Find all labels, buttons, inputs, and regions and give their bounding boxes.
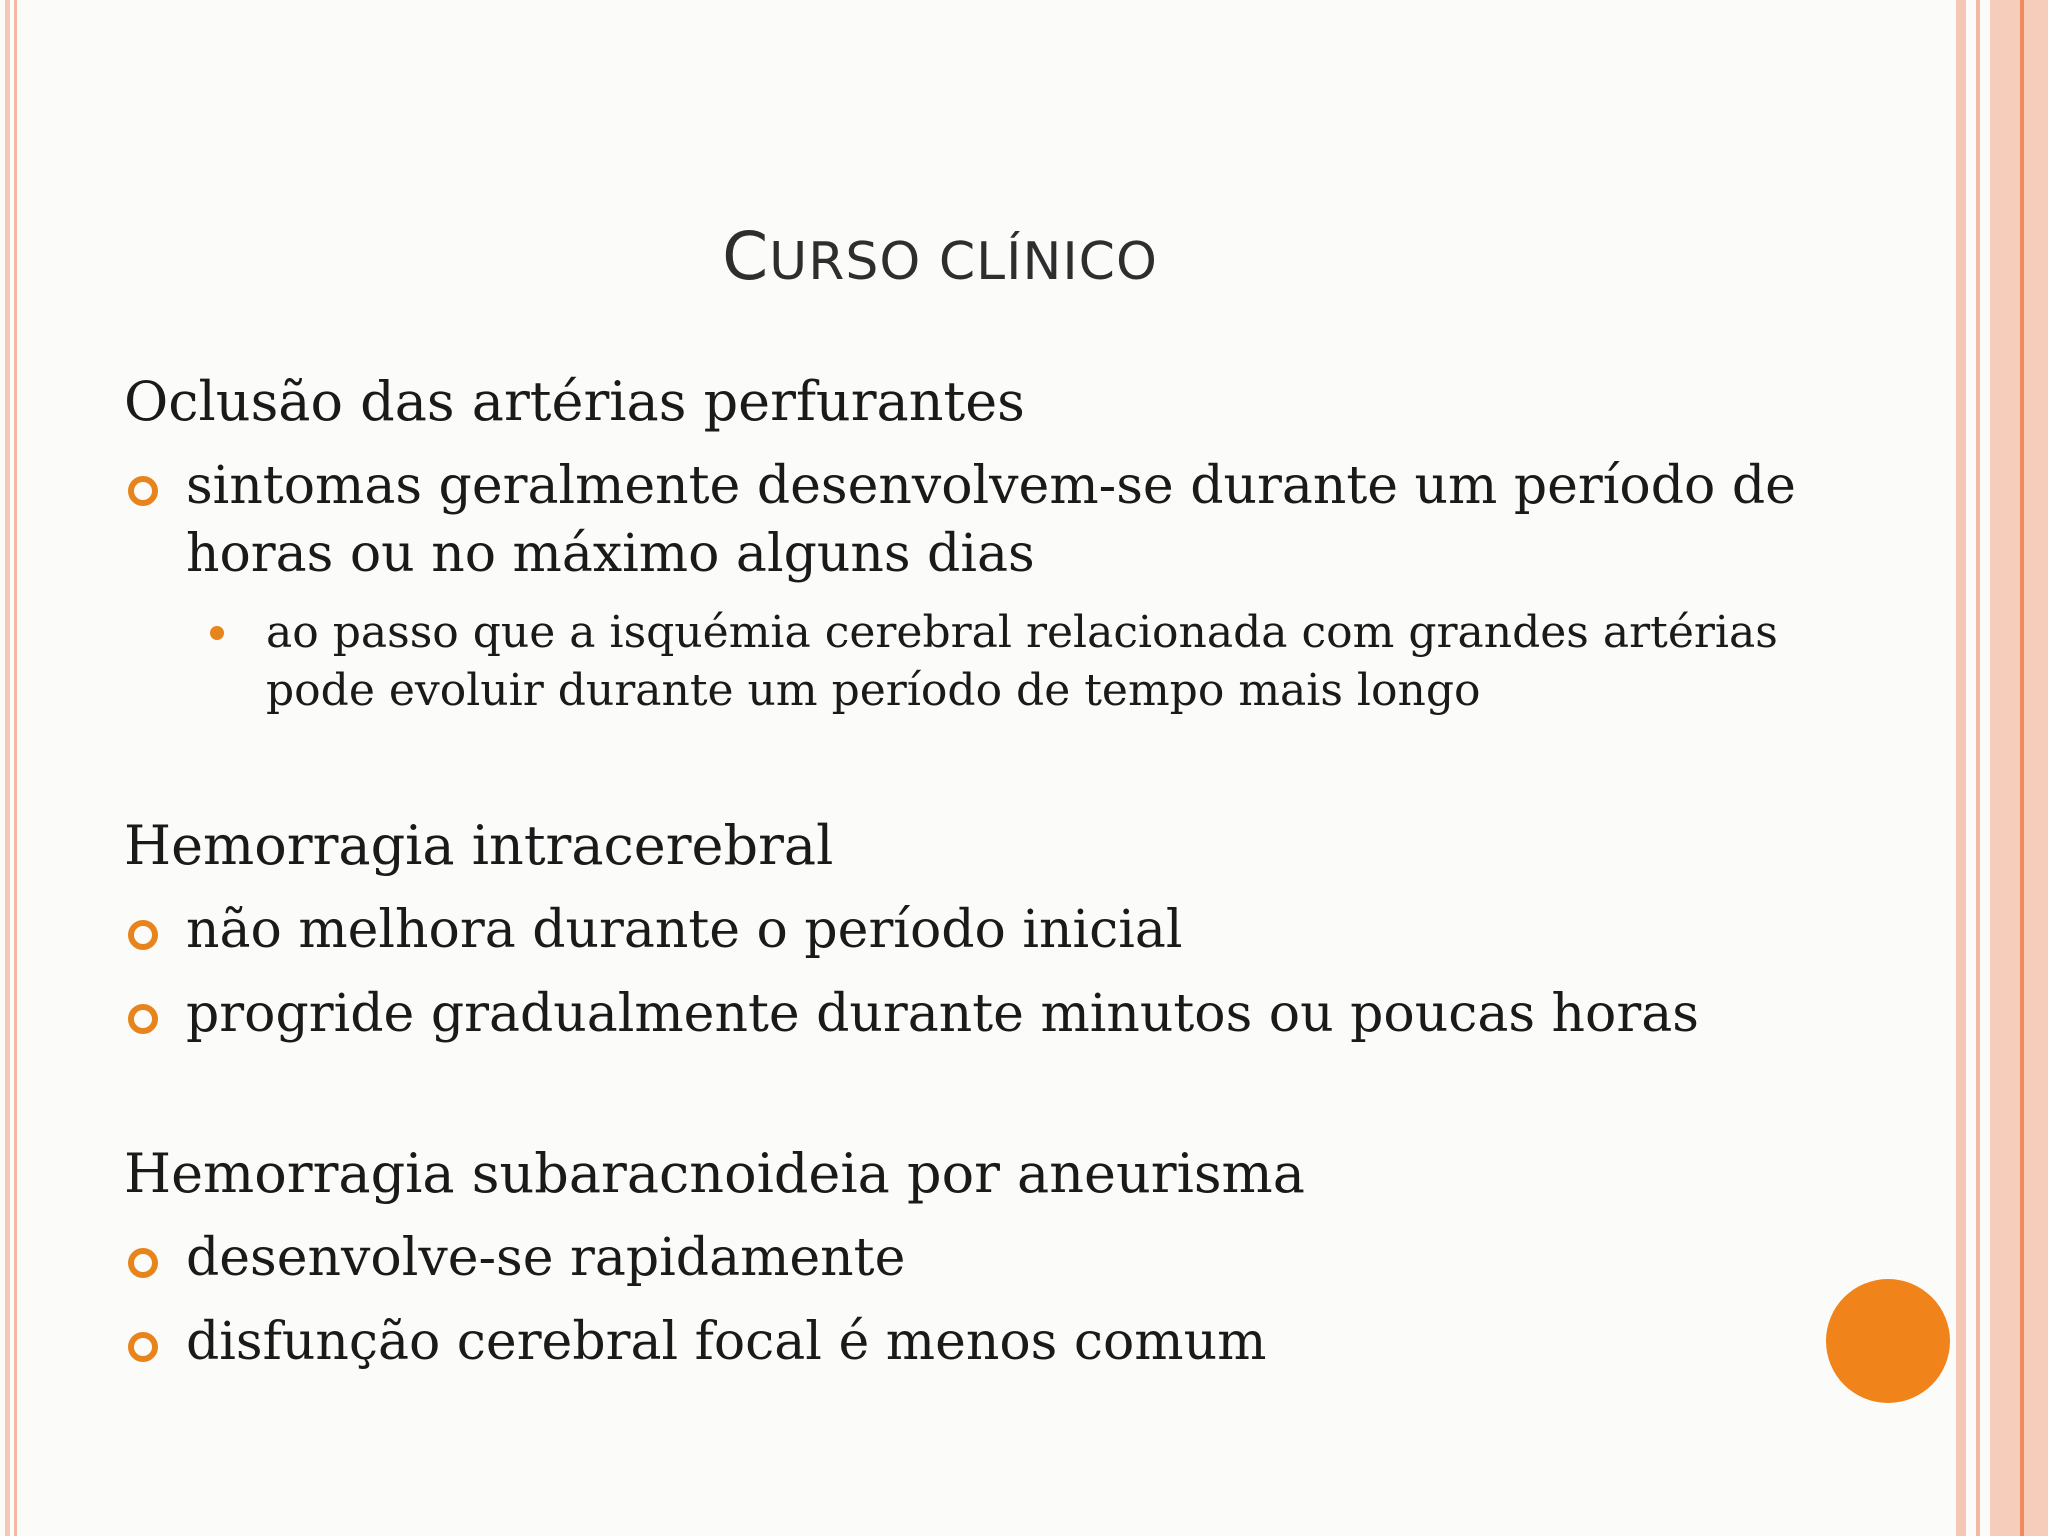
list-item bbox=[124, 980, 1824, 1048]
list-item-text: desenvolve-se rapidamente bbox=[186, 1228, 906, 1288]
ring-bullet-icon bbox=[128, 1332, 158, 1362]
list-item bbox=[124, 1308, 1824, 1376]
slide-title-initial: C bbox=[722, 218, 770, 295]
right-border-stripe-5 bbox=[2024, 0, 2048, 1536]
slide-title-rest: URSO CLÍNICO bbox=[769, 232, 1158, 292]
right-border-stripe-3 bbox=[1990, 0, 2020, 1536]
list-item-text: sintomas geralmente desenvolvem-se durante um período de horas ou no máximo alguns dias bbox=[186, 456, 1796, 584]
list-item-text: progride gradualmente durante minutos ou poucas horas bbox=[186, 984, 1699, 1044]
ring-bullet-icon bbox=[128, 476, 158, 506]
dot-bullet-icon bbox=[210, 626, 224, 640]
right-border-stripe-2 bbox=[1976, 0, 1980, 1536]
ring-bullet-icon bbox=[128, 1004, 158, 1034]
slide-title bbox=[0, 218, 1880, 295]
slide-body bbox=[124, 368, 1824, 1376]
sub-list-item bbox=[124, 604, 1824, 720]
list-item bbox=[124, 1224, 1824, 1292]
sub-list-item-text: ao passo que a isquémia cerebral relacionada com grandes artérias pode evoluir durante um período de tempo mais longo bbox=[266, 607, 1778, 716]
section-intracerebral bbox=[124, 812, 1824, 1048]
list-item-text: disfunção cerebral focal é menos comum bbox=[186, 1312, 1267, 1372]
section-subaracnoideia bbox=[124, 1140, 1824, 1376]
right-border-stripe bbox=[1956, 0, 1966, 1536]
section-heading: Hemorragia intracerebral bbox=[124, 814, 834, 877]
ring-bullet-icon bbox=[128, 1248, 158, 1278]
list-item bbox=[124, 896, 1824, 964]
decorative-orange-circle bbox=[1826, 1279, 1950, 1403]
section-perfurantes bbox=[124, 368, 1824, 720]
ring-bullet-icon bbox=[128, 920, 158, 950]
section-heading: Oclusão das artérias perfurantes bbox=[124, 370, 1025, 433]
list-item-text: não melhora durante o período inicial bbox=[186, 900, 1183, 960]
section-heading: Hemorragia subaracnoideia por aneurisma bbox=[124, 1142, 1305, 1205]
list-item bbox=[124, 452, 1824, 588]
